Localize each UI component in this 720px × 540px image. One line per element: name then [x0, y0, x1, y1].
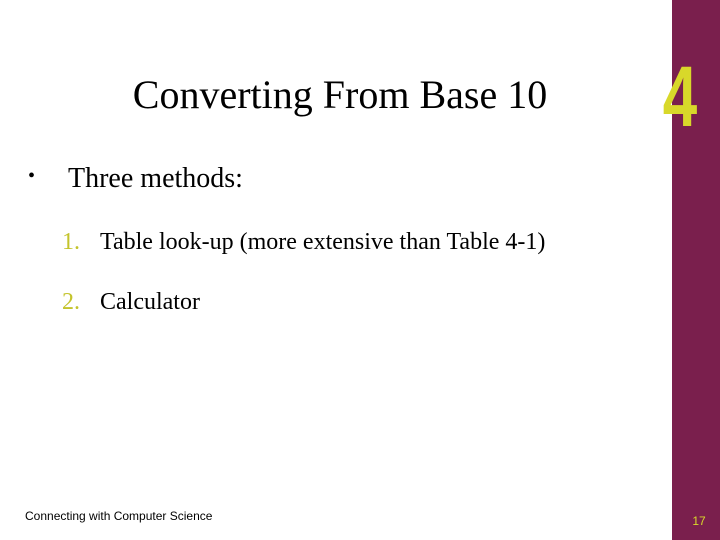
list-item — [62, 229, 545, 256]
bullet-icon: • — [28, 165, 36, 187]
slide-title: Converting From Base 10 — [132, 72, 548, 117]
list-item-text: Table look-up (more extensive than Table 4-1) — [100, 229, 546, 255]
list-item-number: 2. — [62, 289, 80, 315]
footer-text: Connecting with Computer Science — [25, 509, 213, 523]
bullet-text: Three methods: — [68, 163, 243, 194]
list-item-text: Calculator — [100, 289, 200, 315]
list-item-number: 1. — [62, 229, 80, 255]
chapter-number: 4 — [662, 49, 698, 145]
list-item — [62, 289, 200, 316]
page-number: 17 — [692, 514, 706, 528]
